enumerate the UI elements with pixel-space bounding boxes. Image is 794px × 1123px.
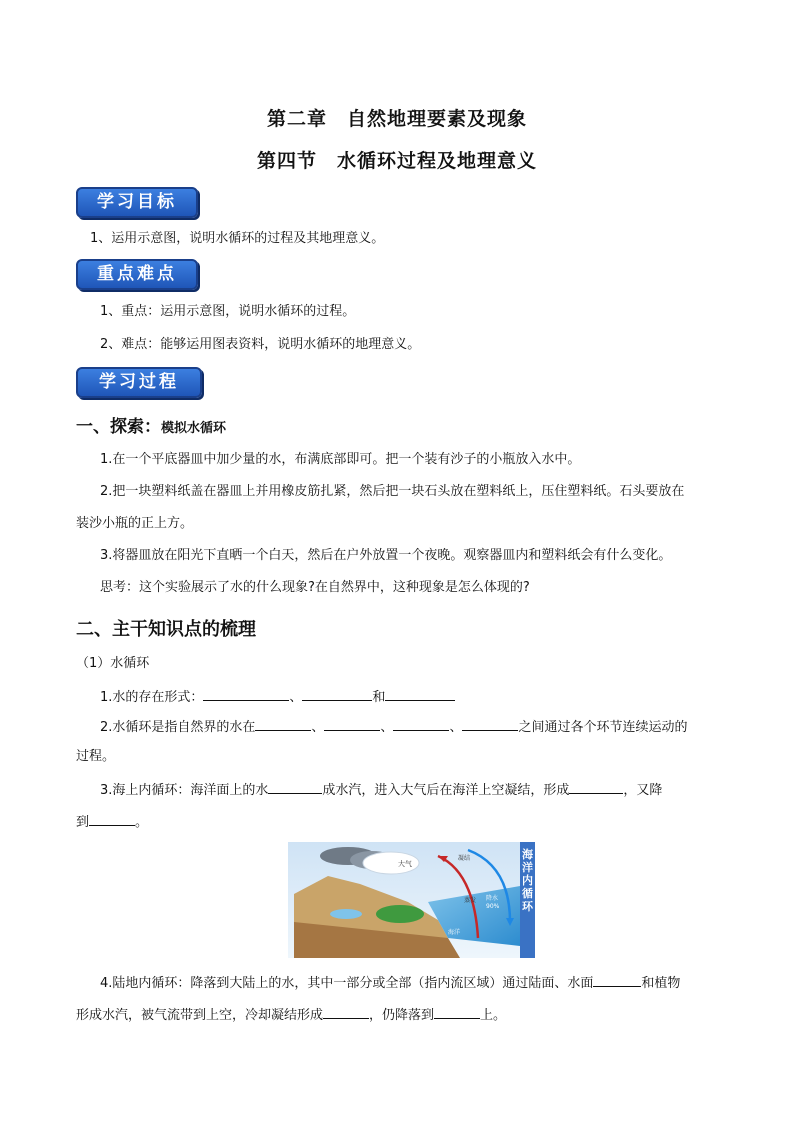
figure-side-label: 海洋内循环	[522, 848, 533, 913]
q4-text-land: ，仍降落到	[369, 1008, 435, 1023]
answer-blank[interactable]	[434, 1004, 480, 1019]
q3-text: 3.海上内循环：海洋面上的水	[100, 783, 269, 798]
objectives-badge: 学习目标	[76, 187, 198, 218]
q1-text: 1.水的存在形式：	[100, 690, 204, 705]
answer-blank[interactable]	[268, 779, 322, 794]
label-condense: 凝结	[458, 855, 471, 862]
answer-blank[interactable]	[462, 716, 518, 731]
answer-blank[interactable]	[569, 779, 623, 794]
water-cycle-figure	[288, 842, 535, 958]
q2-text-end: 之间通过各个环节连续运动的	[518, 720, 688, 735]
q1-sep-and: 和	[372, 690, 386, 705]
water-cycle-diagram	[288, 842, 535, 958]
chapter-title: 第二章 自然地理要素及现象	[266, 108, 527, 130]
q2-sep: 、	[311, 720, 325, 735]
key-point-focus: 1、重点：运用示意图，说明水循环的过程。	[100, 304, 356, 319]
q2-sep: 、	[449, 720, 463, 735]
question-4	[100, 972, 718, 995]
answer-blank[interactable]	[89, 811, 135, 826]
answer-blank[interactable]	[393, 716, 449, 731]
process-badge: 学习过程	[76, 367, 202, 398]
label-precip-pct: 90%	[486, 903, 500, 910]
q2-text: 2.水循环是指自然界的水在	[100, 720, 256, 735]
question-2	[100, 716, 718, 739]
explore-step-2b: 装沙小瓶的正上方。	[76, 516, 194, 531]
answer-blank[interactable]	[203, 686, 289, 701]
explore-heading	[76, 412, 226, 437]
key-point-difficulty: 2、难点：能够运用图表资料，说明水循环的地理意义。	[100, 337, 421, 352]
answer-blank[interactable]	[255, 716, 311, 731]
label-precip: 降水	[486, 895, 499, 902]
explore-step-3: 3.将器皿放在阳光下直晒一个白天，然后在户外放置一个夜晚。观察器皿内和塑料纸会有什么变化。	[100, 548, 672, 563]
question-3-cont	[76, 811, 718, 834]
q4-text-mid: 和植物	[641, 976, 681, 991]
objective-item-1: 1、运用示意图，说明水循环的过程及其地理意义。	[90, 231, 385, 246]
q4-text-end: 上。	[480, 1008, 507, 1023]
question-3	[100, 779, 718, 802]
lake	[330, 909, 362, 919]
answer-blank[interactable]	[324, 716, 380, 731]
explore-think: 思考：这个实验展示了水的什么现象?在自然界中，这种现象是怎么体现的?	[100, 580, 530, 595]
q3-text-to: 到	[76, 815, 90, 830]
q4-text: 4.陆地内循环：降落到大陆上的水，其中一部分或全部（指内流区域）通过陆面、水面	[100, 976, 594, 991]
knowledge-heading: 二、主干知识点的梳理	[76, 619, 256, 640]
q2-sep: 、	[380, 720, 394, 735]
explore-heading-sub: 模拟水循环	[161, 421, 227, 436]
explore-heading-main: 一、探索：	[76, 417, 161, 437]
label-ocean: 海洋	[448, 929, 461, 936]
label-atmosphere: 大气	[398, 860, 412, 868]
answer-blank[interactable]	[385, 686, 455, 701]
q4-text-cont: 形成水汽，被气流带到上空，冷却凝结形成	[76, 1008, 324, 1023]
q3-period: 。	[135, 815, 149, 830]
explore-step-1: 1.在一个平底器皿中加少量的水，布满底部即可。把一个装有沙子的小瓶放入水中。	[100, 452, 581, 467]
vegetation	[376, 905, 424, 923]
q1-sep: 、	[289, 690, 303, 705]
answer-blank[interactable]	[593, 972, 641, 987]
answer-blank[interactable]	[323, 1004, 369, 1019]
question-4-cont	[76, 1004, 718, 1027]
label-evaporate: 蒸发	[464, 897, 477, 904]
question-1	[100, 686, 718, 709]
q3-text-end: ，又降	[623, 783, 663, 798]
section-title: 第四节 水循环过程及地理意义	[256, 150, 537, 172]
q3-text-mid: 成水汽，进入大气后在海洋上空凝结，形成	[322, 783, 570, 798]
answer-blank[interactable]	[302, 686, 372, 701]
key-points-badge: 重点难点	[76, 259, 198, 290]
question-2-cont: 过程。	[76, 749, 116, 764]
explore-step-2a: 2.把一块塑料纸盖在器皿上并用橡皮筋扎紧，然后把一块石头放在塑料纸上，压住塑料纸。石头要放在	[100, 484, 685, 499]
knowledge-sub-heading: （1）水循环	[76, 656, 150, 671]
